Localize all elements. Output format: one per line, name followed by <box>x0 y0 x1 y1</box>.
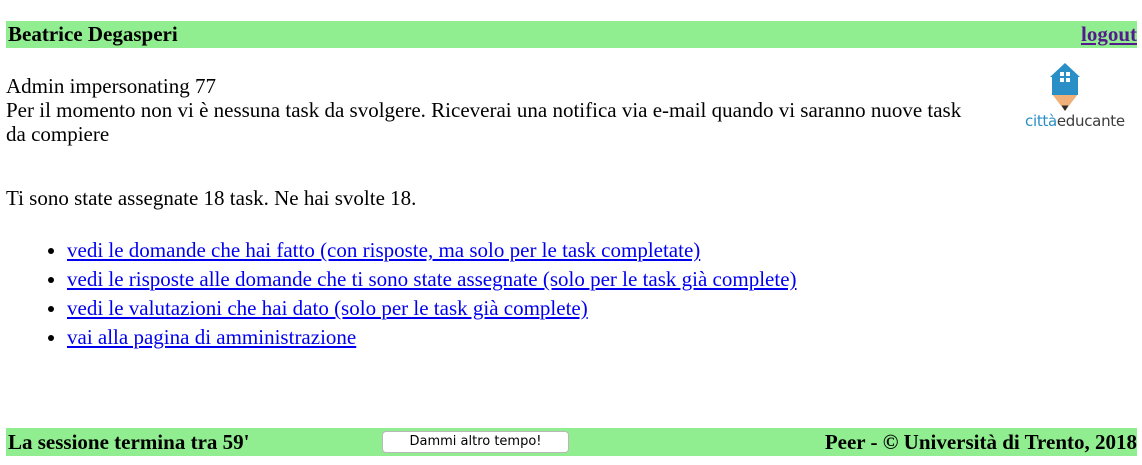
house-pencil-logo-icon <box>1015 58 1125 114</box>
more-time-button[interactable]: Dammi altro tempo! <box>382 431 569 453</box>
session-timer: La sessione termina tra 59' <box>8 430 250 454</box>
logo-wordmark <box>1025 112 1125 130</box>
logo-word-educante: educante <box>1056 112 1125 130</box>
logo-word-citta: città <box>1025 112 1057 130</box>
no-tasks-notice-line1: Per il momento non vi è nessuna task da svolgere. Riceverai una notifica via e-mail quando vi saranno nuove task <box>6 98 962 122</box>
admin-page-link[interactable]: vai alla pagina di amministrazione <box>67 325 357 349</box>
list-item <box>67 236 797 265</box>
header-bar <box>6 21 1137 48</box>
my-questions-link[interactable]: vedi le domande che hai fatto (con risposte, ma solo per le task completate) <box>67 238 701 262</box>
task-summary: Ti sono state assegnate 18 task. Ne hai svolte 18. <box>6 186 417 210</box>
list-item <box>67 294 797 323</box>
user-name: Beatrice Degasperi <box>8 22 178 46</box>
action-links-list <box>6 236 797 352</box>
list-item <box>67 265 797 294</box>
main-content <box>6 74 1011 146</box>
citta-educante-logo <box>1015 58 1125 133</box>
answers-assigned-link[interactable]: vedi le risposte alle domande che ti sono state assegnate (solo per le task già complete) <box>67 267 797 291</box>
impersonation-notice: Admin impersonating 77 <box>6 74 216 98</box>
logout-link[interactable]: logout <box>1080 22 1137 46</box>
copyright-text: Peer - © Università di Trento, 2018 <box>824 430 1137 454</box>
list-item <box>67 323 797 352</box>
footer-bar <box>6 428 1137 456</box>
no-tasks-notice-line2: da compiere <box>6 122 110 146</box>
my-evaluations-link[interactable]: vedi le valutazioni che hai dato (solo per le task già complete) <box>67 296 588 320</box>
